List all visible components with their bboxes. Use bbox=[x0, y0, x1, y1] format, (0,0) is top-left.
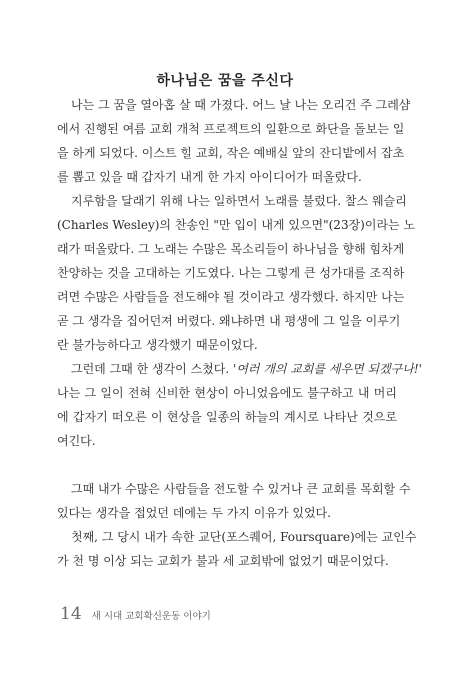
text-span: 그런데 그때 한 생각이 스쳤다. bbox=[71, 362, 230, 376]
running-title: 새 시대 교회확신운동 이야기 bbox=[91, 611, 211, 622]
text-line: 에 갑자기 떠오른 이 현상을 일종의 하늘의 계시로 나타난 것으로 bbox=[57, 410, 397, 424]
quoted-thought: '여러 개의 교회를 세우면 되겠구나!' bbox=[233, 362, 422, 376]
text-line: 를 뽑고 있을 때 갑자기 내게 한 가지 아이디어가 떠올랐다. bbox=[57, 170, 362, 184]
page-footer bbox=[60, 604, 211, 624]
text-line: 곧 그 생각을 집어던져 버렸다. 왜냐하면 내 평생에 그 일을 이루기 bbox=[57, 314, 401, 328]
text-line: 찬양하는 것을 고대하는 기도였다. 나는 그렇게 큰 성가대를 조직하 bbox=[57, 266, 405, 280]
text-line: 나는 그 일이 전혀 신비한 현상이 아니었음에도 불구하고 내 머리 bbox=[57, 386, 397, 400]
section-title: 하나님은 꿈을 주신다 bbox=[156, 73, 294, 89]
text-line: 에서 진행된 여름 교회 개척 프로젝트의 일환으로 화단을 돌보는 일 bbox=[57, 122, 405, 136]
page-number: 14 bbox=[60, 604, 82, 624]
text-line: 나는 그 꿈을 열아홉 살 때 가졌다. 어느 날 나는 오리건 주 그레샴 bbox=[71, 98, 411, 112]
text-line: 여긴다. bbox=[57, 434, 96, 448]
body-text-block-2 bbox=[57, 477, 417, 573]
text-line: (Charles Wesley)의 찬송인 "만 입이 내게 있으면"(23장)이라는 노 bbox=[57, 218, 416, 232]
text-line: 지루함을 달래기 위해 나는 일하면서 노래를 불렀다. 찰스 웨슬리 bbox=[71, 194, 407, 208]
text-line: 있다는 생각을 접었던 데에는 두 가지 이유가 있었다. bbox=[57, 506, 331, 520]
text-line: 려면 수많은 사람들을 전도해야 될 것이라고 생각했다. 하지만 나는 bbox=[57, 290, 405, 304]
text-line bbox=[57, 357, 422, 381]
body-text-block-1 bbox=[57, 93, 422, 453]
text-line: 란 불가능하다고 생각했기 때문이었다. bbox=[57, 338, 258, 352]
text-line: 래가 떠올랐다. 그 노래는 수많은 목소리들이 하나님을 향해 힘차게 bbox=[57, 242, 405, 256]
text-line: 가 천 명 이상 되는 교회가 불과 세 교회밖에 없었기 때문이었다. bbox=[57, 554, 389, 568]
text-line: 을 하게 되었다. 이스트 힐 교회, 작은 예배실 앞의 잔디밭에서 잡초 bbox=[57, 146, 405, 160]
text-line: 첫째, 그 당시 내가 속한 교단(포스퀘어, Foursquare)에는 교인수 bbox=[71, 530, 417, 544]
text-line: 그때 내가 수많은 사람들을 전도할 수 있거나 큰 교회를 목회할 수 bbox=[71, 482, 411, 496]
